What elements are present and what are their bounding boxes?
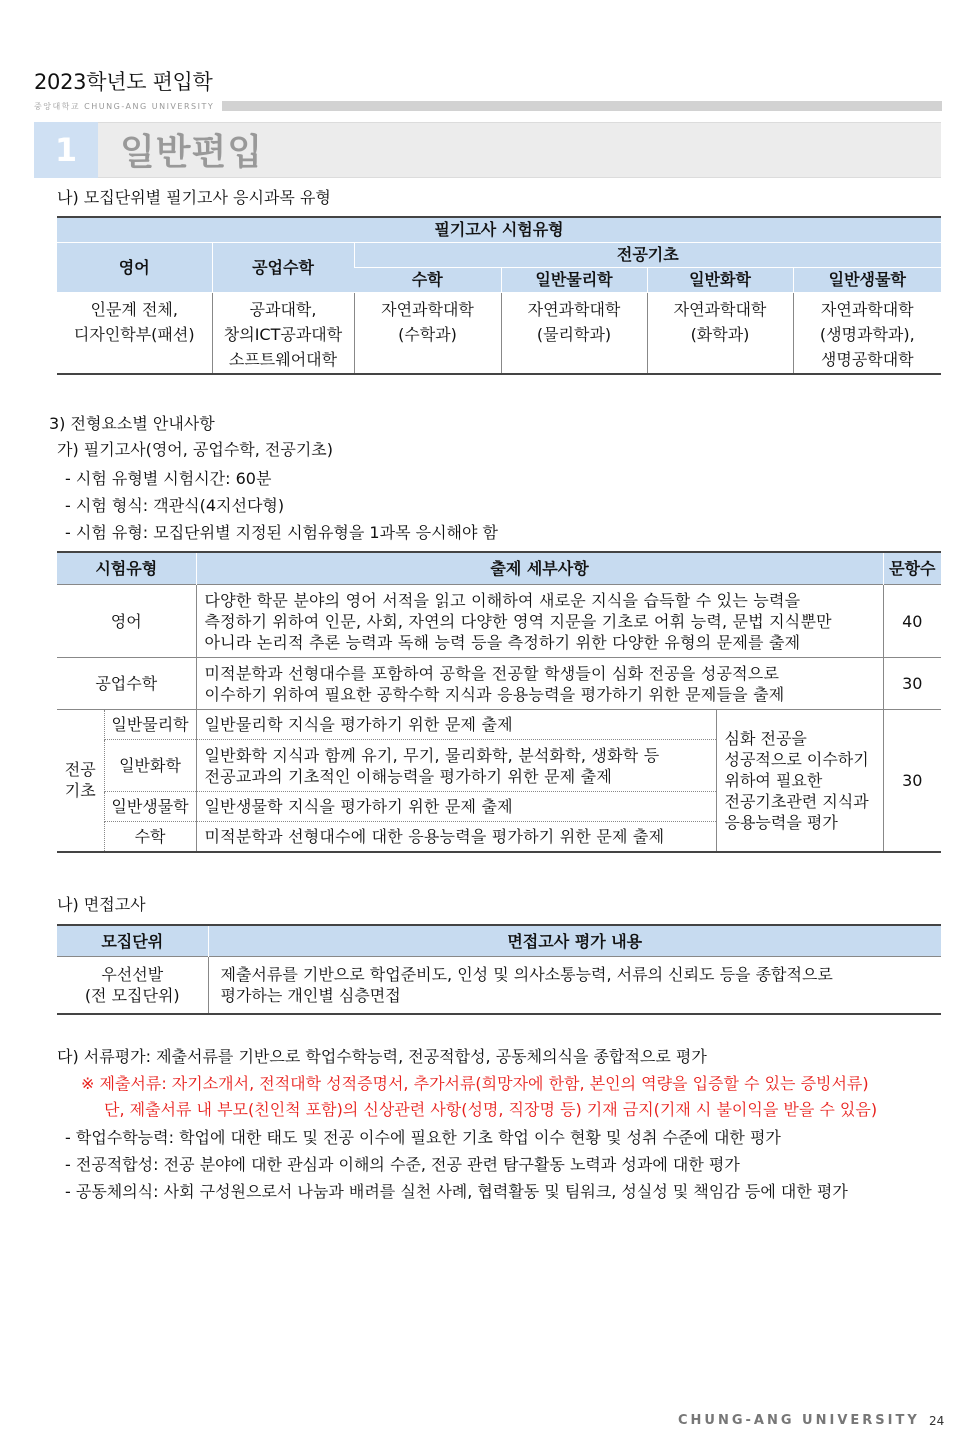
table-cell bbox=[793, 292, 941, 374]
cell-line: (수학과) bbox=[398, 324, 457, 344]
summary-line: 전공기초관련 지식과 bbox=[724, 791, 869, 811]
footer-university: CHUNG-ANG UNIVERSITY bbox=[678, 1413, 920, 1428]
exam-detail-cell bbox=[196, 585, 883, 658]
question-count: 30 bbox=[883, 658, 941, 710]
table-header: 모집단위 bbox=[57, 925, 208, 957]
summary-line: 응용능력을 평가 bbox=[724, 812, 838, 832]
bullet-item: - 시험 유형: 모집단위별 지정된 시험유형을 1과목 응시해야 함 bbox=[65, 523, 498, 542]
cell-line: 디자인학부(패션) bbox=[73, 324, 195, 344]
major-subject-physics: 일반물리학 bbox=[104, 710, 196, 740]
cell-line: 소프트웨어대학 bbox=[228, 349, 338, 369]
table-header: 필기고사 시험유형 bbox=[57, 217, 941, 242]
exam-type-major bbox=[57, 710, 104, 852]
unit-line: 우선선발 bbox=[101, 965, 164, 984]
section-3-heading: 3) 전형요소별 안내사항 bbox=[49, 414, 215, 433]
exam-detail-cell: 미적분학과 선형대수에 대한 응용능력을 평가하기 위한 문제 출제 bbox=[196, 822, 716, 852]
exam-type-english: 영어 bbox=[57, 585, 196, 658]
detail-line: 전공교과의 기초적인 이해능력을 평가하기 위한 문제 출제 bbox=[204, 766, 612, 786]
document-note-line: ※ 제출서류: 자기소개서, 전적대학 성적증명서, 추가서류(희망자에 한함, 본인의 역량을 입증할 수 있는 증빙서류) bbox=[81, 1074, 869, 1093]
major-summary-cell bbox=[716, 710, 883, 852]
summary-line: 위하여 필요한 bbox=[724, 770, 823, 790]
section-number: 1 bbox=[34, 122, 98, 178]
summary-line: 성공적으로 이수하기 bbox=[724, 749, 869, 769]
table-header: 일반생물학 bbox=[793, 267, 941, 292]
cell-line: 자연과학대학 bbox=[820, 299, 914, 319]
major-label-line: 기초 bbox=[64, 781, 96, 801]
detail-line: 아니라 논리적 추론 능력과 독해 능력 등을 측정하기 위한 다양한 유형의 문제를 출제 bbox=[204, 632, 801, 652]
recruit-unit-cell bbox=[57, 957, 208, 1015]
table-cell bbox=[501, 292, 647, 374]
major-subject-math: 수학 bbox=[104, 822, 196, 852]
written-exam-heading: 가) 필기고사(영어, 공업수학, 전공기초) bbox=[57, 440, 333, 459]
table-cell bbox=[647, 292, 793, 374]
table-cell bbox=[212, 292, 354, 374]
table-header: 시험유형 bbox=[57, 552, 196, 585]
interview-heading: 나) 면접고사 bbox=[57, 895, 146, 914]
interview-table bbox=[57, 924, 941, 1015]
header-rule bbox=[222, 101, 942, 111]
summary-line: 심화 전공을 bbox=[724, 728, 807, 748]
detail-line: 측정하기 위하여 인문, 사회, 자연의 다양한 영역 지문을 기초로 어휘 능력, 문법 지식뿐만 bbox=[204, 611, 832, 631]
subject-type-table bbox=[57, 216, 941, 375]
exam-detail-cell bbox=[196, 740, 716, 792]
cell-line: (생명과학과), bbox=[819, 324, 915, 344]
content-line: 평가하는 개인별 심층면접 bbox=[220, 986, 401, 1005]
major-subject-biology: 일반생물학 bbox=[104, 792, 196, 822]
question-count: 30 bbox=[883, 710, 941, 852]
university-logo-text: 중앙대학교 CHUNG-ANG UNIVERSITY bbox=[34, 102, 215, 111]
major-label-line: 전공 bbox=[64, 760, 96, 780]
table-cell bbox=[354, 292, 501, 374]
page-number: 24 bbox=[929, 1414, 945, 1428]
eval-bullet: - 학업수학능력: 학업에 대한 태도 및 전공 이수에 필요한 기초 학업 이수 현황 및 성취 수준에 대한 평가 bbox=[65, 1128, 781, 1147]
table-cell bbox=[57, 292, 212, 374]
cell-line: (물리학과) bbox=[536, 324, 612, 344]
table-header: 전공기초 bbox=[354, 242, 941, 267]
interview-content-cell bbox=[208, 957, 941, 1015]
eval-bullet: - 전공적합성: 전공 분야에 대한 관심과 이해의 수준, 전공 관련 탐구활동 노력과 성과에 대한 평가 bbox=[65, 1155, 740, 1174]
document-note-line: 단, 제출서류 내 부모(친인척 포함)의 신상관련 사항(성명, 직장명 등) 기재 금지(기재 시 불이익을 받을 수 있음) bbox=[104, 1100, 878, 1119]
document-eval-heading: 다) 서류평가: 제출서류를 기반으로 학업수학능력, 전공적합성, 공동체의식을 종합적으로 평가 bbox=[57, 1047, 707, 1066]
detail-line: 미적분학과 선형대수를 포함하여 공학을 전공할 학생들이 심화 전공을 성공적으로 bbox=[204, 663, 780, 683]
section-title: 일반편입 bbox=[120, 132, 264, 173]
exam-detail-cell: 일반물리학 지식을 평가하기 위한 문제 출제 bbox=[196, 710, 716, 740]
question-count: 40 bbox=[883, 585, 941, 658]
eval-bullet: - 공동체의식: 사회 구성원으로서 나눔과 배려를 실천 사례, 협력활동 및 팀워크, 성실성 및 책임감 등에 대한 평가 bbox=[65, 1182, 848, 1201]
detail-line: 다양한 학문 분야의 영어 서적을 읽고 이해하여 새로운 지식을 습득할 수 있는 능력을 bbox=[204, 590, 801, 610]
detail-line: 이수하기 위하여 필요한 공학수학 지식과 응용능력을 평가하기 위한 문제들을 출제 bbox=[204, 684, 785, 704]
cell-line: 자연과학대학 bbox=[527, 299, 621, 319]
detail-line: 일반화학 지식과 함께 유기, 무기, 물리화학, 분석화학, 생화학 등 bbox=[204, 745, 660, 765]
document-title: 2023학년도 편입학 bbox=[34, 70, 213, 94]
subject-type-heading: 나) 모집단위별 필기고사 응시과목 유형 bbox=[57, 188, 331, 207]
cell-line: 인문계 전체, bbox=[90, 299, 178, 319]
table-header: 면접고사 평가 내용 bbox=[208, 925, 941, 957]
cell-line: 공과대학, bbox=[249, 299, 317, 319]
table-header: 공업수학 bbox=[212, 242, 354, 292]
table-header: 일반물리학 bbox=[501, 267, 647, 292]
table-header: 일반화학 bbox=[647, 267, 793, 292]
major-subject-chemistry: 일반화학 bbox=[104, 740, 196, 792]
table-header: 수학 bbox=[354, 267, 501, 292]
bullet-item: - 시험 유형별 시험시간: 60분 bbox=[65, 469, 272, 488]
cell-line: 자연과학대학 bbox=[673, 299, 767, 319]
exam-detail-table bbox=[57, 551, 941, 853]
exam-detail-cell bbox=[196, 658, 883, 710]
cell-line: 자연과학대학 bbox=[381, 299, 474, 319]
exam-type-engmath: 공업수학 bbox=[57, 658, 196, 710]
bullet-item: - 시험 형식: 객관식(4지선다형) bbox=[65, 496, 285, 515]
cell-line: 창의ICT공과대학 bbox=[223, 324, 343, 344]
unit-line: (전 모집단위) bbox=[84, 986, 180, 1005]
table-header: 출제 세부사항 bbox=[196, 552, 883, 585]
exam-detail-cell: 일반생물학 지식을 평가하기 위한 문제 출제 bbox=[196, 792, 716, 822]
table-header: 영어 bbox=[57, 242, 212, 292]
content-line: 제출서류를 기반으로 학업준비도, 인성 및 의사소통능력, 서류의 신뢰도 등을 종합적으로 bbox=[220, 965, 833, 984]
cell-line: (화학과) bbox=[690, 324, 750, 344]
cell-line: 생명공학대학 bbox=[820, 349, 914, 369]
table-header: 문항수 bbox=[883, 552, 941, 585]
